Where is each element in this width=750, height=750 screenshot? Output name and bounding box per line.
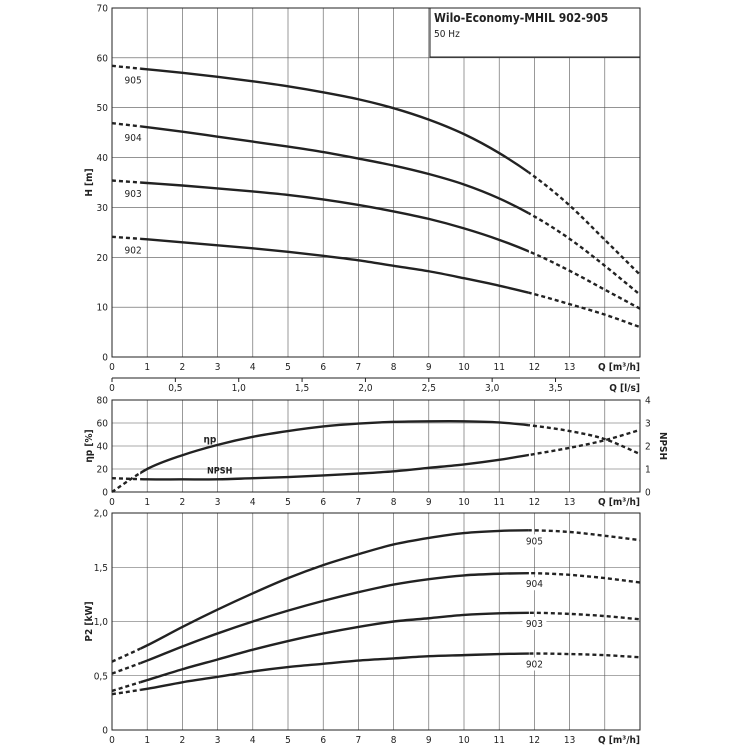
- head-curve-903: [112, 181, 640, 309]
- npsh-curve: [112, 430, 640, 480]
- head-curve-label: 905: [124, 75, 142, 87]
- y-axis-label: P2 [kW]: [84, 601, 95, 642]
- y-tick-label: 30: [96, 202, 108, 214]
- npsh-curve-label: NPSH: [207, 466, 233, 477]
- y-tick-label: 1,5: [93, 562, 108, 574]
- secondary-x-tick-label: 2,5: [421, 383, 436, 394]
- x-tick-label: 0: [109, 497, 115, 508]
- y-axis-label: ηp [%]: [84, 429, 95, 463]
- efficiency-curve: [112, 421, 640, 492]
- head-curve-903-dashed-start: [112, 181, 640, 309]
- x-tick-label: 11: [493, 735, 505, 746]
- head-curve-902-solid-line: [112, 237, 640, 327]
- y-tick-label: 20: [96, 252, 108, 264]
- x-tick-label: 9: [425, 735, 432, 746]
- secondary-x-axis-label: Q [l/s]: [609, 383, 640, 394]
- y-tick-label: 40: [96, 441, 108, 453]
- x-tick-label: 5: [285, 497, 291, 508]
- head-curve-903-solid-line: [112, 181, 640, 309]
- secondary-x-tick-label: 1,0: [231, 383, 246, 394]
- x-tick-label: 1: [144, 735, 151, 746]
- y-axis-label: H [m]: [84, 168, 95, 197]
- power-curve-902-solid-line: [112, 654, 640, 695]
- y-tick-label: 60: [96, 53, 108, 65]
- x-tick-label: 10: [458, 497, 470, 508]
- x-tick-label: 12: [528, 735, 541, 746]
- head-curve-label: 902: [124, 245, 142, 257]
- x-tick-label: 10: [458, 735, 470, 746]
- efficiency-curve-dashed-start: [112, 421, 640, 492]
- y-tick-label: 2,0: [93, 508, 108, 520]
- x-tick-label: 6: [320, 362, 327, 373]
- x-tick-label: 6: [320, 497, 327, 508]
- x-tick-label: 10: [458, 362, 470, 373]
- x-tick-label: 11: [493, 497, 505, 508]
- x-tick-label: 1: [144, 362, 151, 373]
- x-tick-label: 3: [214, 497, 221, 508]
- y-tick-label: 70: [96, 3, 108, 15]
- secondary-x-tick-label: 2,0: [358, 383, 373, 394]
- x-tick-label: 4: [249, 497, 256, 508]
- secondary-x-tick-label: 0,5: [168, 383, 183, 394]
- x-tick-label: 12: [528, 362, 541, 373]
- head-curve-label: 904: [124, 133, 142, 145]
- x-tick-label: 7: [355, 497, 362, 508]
- head-curve-902: [112, 237, 640, 327]
- efficiency-curve-dashed-end: [112, 421, 640, 492]
- x-tick-label: 9: [425, 362, 432, 373]
- y2-axis-label: NPSH: [657, 431, 668, 461]
- x-tick-label: 2: [179, 497, 186, 508]
- y-tick-label: 50: [96, 103, 108, 115]
- y2-tick-label: 3: [645, 418, 651, 430]
- x-axis-label: Q [m³/h]: [597, 735, 640, 746]
- x-tick-label: 8: [390, 735, 397, 746]
- x-tick-label: 2: [179, 735, 186, 746]
- y-tick-label: 0: [102, 352, 108, 364]
- chart-title: Wilo-Economy-MHIL 902-905: [434, 11, 609, 25]
- power-curve-902: [112, 654, 640, 695]
- x-tick-label: 3: [214, 362, 221, 373]
- efficiency-curve-solid-line: [112, 421, 640, 492]
- x-tick-label: 7: [355, 735, 362, 746]
- x-tick-label: 0: [109, 735, 115, 746]
- x-axis-label: Q [m³/h]: [597, 497, 640, 508]
- y2-tick-label: 2: [645, 441, 651, 453]
- title-box: [430, 8, 640, 57]
- x-tick-label: 4: [249, 362, 256, 373]
- power-curve-903-solid-line: [112, 613, 640, 691]
- x-tick-label: 8: [390, 497, 397, 508]
- x-tick-label: 1: [144, 497, 151, 508]
- power-curve-label: 905: [525, 536, 543, 548]
- y-tick-label: 80: [96, 395, 108, 407]
- x-tick-label: 7: [355, 362, 362, 373]
- efficiency-curve-label: ηp: [203, 434, 217, 446]
- power-curve-label: 904: [525, 579, 543, 591]
- y-tick-label: 40: [96, 153, 108, 165]
- y-tick-label: 1,0: [93, 617, 108, 628]
- y2-tick-label: 0: [645, 487, 651, 499]
- y-tick-label: 0: [102, 725, 108, 737]
- x-tick-label: 4: [249, 735, 256, 746]
- npsh-curve-solid-line: [112, 430, 640, 480]
- y-tick-label: 60: [96, 418, 108, 430]
- x-tick-label: 5: [285, 735, 291, 746]
- head-curve-label: 903: [124, 188, 142, 200]
- head-curve-903-dashed-end: [112, 181, 640, 309]
- head-curve-902-dashed-end: [112, 237, 640, 327]
- power-curve-label: 903: [525, 618, 543, 630]
- x-tick-label: 11: [493, 362, 505, 373]
- x-tick-label: 13: [563, 735, 576, 746]
- x-tick-label: 0: [109, 362, 115, 373]
- x-tick-label: 13: [563, 497, 576, 508]
- power-curve-903: [112, 613, 640, 691]
- x-tick-label: 2: [179, 362, 186, 373]
- plot-frame: [112, 8, 640, 357]
- y-tick-label: 10: [96, 302, 108, 314]
- head-chart: [84, 4, 640, 395]
- secondary-x-tick-label: 3,0: [485, 383, 500, 394]
- x-tick-label: 13: [563, 362, 576, 373]
- secondary-x-tick-label: 3,5: [548, 383, 563, 394]
- chart-subtitle: 50 Hz: [434, 29, 460, 40]
- x-tick-label: 6: [320, 735, 327, 746]
- secondary-x-tick-label: 0: [109, 383, 115, 394]
- x-axis-label: Q [m³/h]: [597, 362, 640, 373]
- y-tick-label: 20: [96, 464, 108, 476]
- power-chart: [84, 509, 640, 747]
- secondary-x-tick-label: 1,5: [294, 383, 310, 394]
- x-tick-label: 9: [425, 497, 432, 508]
- efficiency-npsh-chart: [84, 396, 668, 509]
- y-tick-label: 0: [102, 487, 108, 499]
- y-tick-label: 0,5: [93, 671, 108, 683]
- x-tick-label: 8: [390, 362, 397, 373]
- x-tick-label: 3: [214, 735, 221, 746]
- head-curve-902-dashed-start: [112, 237, 640, 327]
- x-tick-label: 5: [285, 362, 291, 373]
- power-curve-label: 902: [525, 659, 543, 671]
- y2-tick-label: 1: [645, 464, 651, 476]
- y2-tick-label: 4: [645, 395, 651, 407]
- x-tick-label: 12: [528, 497, 541, 508]
